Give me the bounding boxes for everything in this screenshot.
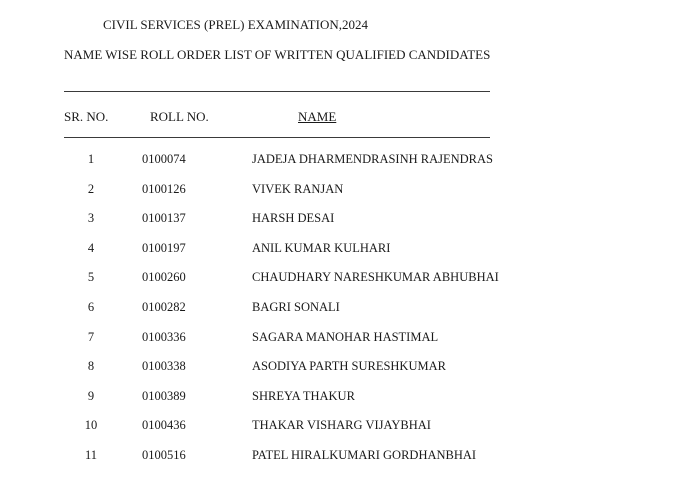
- roll-no-cell: 0100260: [142, 270, 186, 285]
- column-header-roll-no: ROLL NO.: [150, 109, 209, 124]
- column-header-name: NAME: [298, 109, 337, 124]
- candidate-name-cell: ASODIYA PARTH SURESHKUMAR: [252, 359, 446, 374]
- header-bottom-rule: [64, 137, 490, 138]
- table-row: [0, 241, 700, 271]
- document-title: CIVIL SERVICES (PREL) EXAMINATION,2024: [103, 17, 368, 32]
- sr-no-cell: 1: [87, 152, 95, 166]
- table-row: [0, 330, 700, 360]
- sr-no-cell: 11: [84, 447, 98, 462]
- table-row: [0, 270, 700, 300]
- candidate-name-cell: CHAUDHARY NARESHKUMAR ABHUBHAI: [252, 270, 499, 285]
- table-row: [0, 448, 700, 478]
- table-row: [0, 418, 700, 448]
- roll-no-cell: 0100336: [142, 329, 186, 344]
- sr-no-cell: 6: [87, 299, 95, 314]
- sr-no-cell: 3: [87, 211, 95, 226]
- table-row: [0, 182, 700, 212]
- roll-no-cell: 0100126: [142, 181, 186, 196]
- roll-no-cell: 0100197: [142, 240, 186, 255]
- candidate-name-cell: PATEL HIRALKUMARI GORDHANBHAI: [252, 447, 477, 462]
- candidate-name-cell: HARSH DESAI: [252, 211, 335, 226]
- column-header-sr-no: SR. NO.: [64, 109, 109, 124]
- candidate-name-cell: THAKAR VISHARG VIJAYBHAI: [252, 418, 431, 433]
- roll-no-cell: 0100137: [142, 211, 186, 226]
- sr-no-cell: 7: [87, 329, 95, 344]
- candidate-name-cell: JADEJA DHARMENDRASINH RAJENDRAS: [252, 152, 493, 166]
- table-row: [0, 359, 700, 389]
- candidate-name-cell: SHREYA THAKUR: [252, 388, 355, 403]
- sr-no-cell: 9: [87, 388, 95, 403]
- roll-no-cell: 0100074: [142, 152, 186, 166]
- table-row: [0, 389, 700, 419]
- table-row: [0, 211, 700, 241]
- sr-no-cell: 8: [87, 359, 95, 374]
- table-row: [0, 152, 700, 182]
- header-top-rule: [64, 91, 490, 92]
- candidate-name-cell: ANIL KUMAR KULHARI: [252, 240, 391, 255]
- roll-no-cell: 0100516: [142, 447, 186, 462]
- roll-no-cell: 0100389: [142, 388, 186, 403]
- roll-no-cell: 0100436: [142, 418, 186, 433]
- sr-no-cell: 2: [87, 181, 95, 196]
- roll-no-cell: 0100338: [142, 359, 186, 374]
- sr-no-cell: 5: [87, 270, 95, 285]
- candidate-name-cell: VIVEK RANJAN: [252, 181, 344, 196]
- document-subtitle: NAME WISE ROLL ORDER LIST OF WRITTEN QUALIFIED CANDIDATES: [64, 47, 491, 62]
- candidate-name-cell: BAGRI SONALI: [252, 299, 340, 314]
- candidate-name-cell: SAGARA MANOHAR HASTIMAL: [252, 329, 439, 344]
- sr-no-cell: 4: [87, 240, 95, 255]
- table-row: [0, 300, 700, 330]
- sr-no-cell: 10: [84, 418, 98, 433]
- candidate-list: [0, 152, 700, 478]
- roll-no-cell: 0100282: [142, 299, 186, 314]
